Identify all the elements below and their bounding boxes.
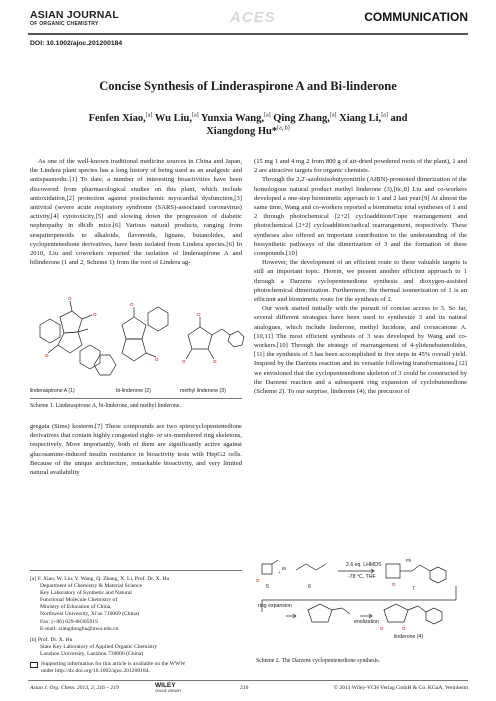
author-line-2: Xiangdong Hu*[a, b] xyxy=(206,125,290,137)
article-title: Concise Synthesis of Linderaspirone A and Bi-linderone xyxy=(99,79,397,93)
document-icon xyxy=(30,662,38,668)
svg-text:O: O xyxy=(68,296,72,301)
compound-num-7: 7 xyxy=(412,586,415,592)
publisher-logo: WILEY ONLINE LIBRARY xyxy=(155,682,182,693)
left-column-p1 xyxy=(30,157,242,267)
scheme-1 xyxy=(30,295,242,415)
scheme-1-caption: Scheme 1. Linderaspirone A, bi-linderone, and methyl linderone. xyxy=(30,403,181,409)
paragraph: gregata (Sims) kosterm.[7] These compounds are two spirocyclopentenedione derivatives that contain highly congested eight- or six-membered ring skeletons, respectively. More importantly, both of them are significantly active against glucosamine-induced insulin resistance in bioactivity tests with HepG2 cells. Because of the unique architecture, remarkable bioactivity, and very limited natural availability xyxy=(30,423,242,477)
society-logo: ACES xyxy=(230,9,276,26)
svg-text:O: O xyxy=(182,359,186,364)
scheme-2-caption: Scheme 2. The Darzens cyclopentenedione synthesis. xyxy=(256,658,381,664)
svg-text:O: O xyxy=(130,302,134,307)
scheme-rule xyxy=(30,398,242,399)
paragraph: As one of the well-known traditional medicine sources in China and Japan, the Lindera plant species has a long history of being used as an analgesic and antispasmodic.[1] To date, a number of interesting bioactivities have been discovered from pharmacological studies on this plant, which include antioxidation,[2] protection against postischemic myocardial dysfunction,[3] antiviral (severe acute respiratory syndrome (SARS)-associated coronavirus) activity,[4] cytotoxicity,[5] and slowing down the progression of diabetic nephropathy in db/db mice.[6] Various natural products, ranging from sesquiterpenoids to alkaloids, flavonoids, lignans, butanolides, and cyclopentenedione derivatives, have been isolated from Lindera species.[6] In 2010, Liu and coworkers reported the isolation of linderaspirone A and bilinderone (1 and 2, Scheme 1) from the root of Lindera ag- xyxy=(30,158,242,267)
author-list xyxy=(30,112,466,138)
svg-text:+: + xyxy=(278,570,281,575)
reagent-1: 2.6 eq. LHMDS xyxy=(346,562,382,568)
compound-num-5: 5 xyxy=(266,584,269,590)
paragraph: However, the development of an efficient route to these valuable targets is still an important topic. Herein, we present another efficient approach to 1 through a Darzens cyclopentenedione synthesis and dioxygen-assisted photochemical dimerization. Furthermore, the thermal isomerization of 1 is an efficient and biomimetic route for the synthesis of 2. xyxy=(254,259,467,304)
journal-name: ASIAN JOURNAL xyxy=(30,9,119,21)
svg-text:Br: Br xyxy=(282,566,287,571)
svg-text:O: O xyxy=(93,312,97,317)
product-label: linderone (4) xyxy=(394,634,424,640)
svg-text:O: O xyxy=(256,578,260,583)
svg-text:O: O xyxy=(213,359,217,364)
svg-text:O: O xyxy=(197,312,201,317)
section-label: COMMUNICATION xyxy=(364,10,468,24)
paragraph: Our work started initially with the pursuit of concise access to 3. So far, several different strategies have been used to synthesize 3 and its natural analogues, which include linderone, methyl lucidone, and coruscanone A.[10,11] The most efficient synthesis of 3 was developed by Wang and co-workers.[10] Through the strategy of rearrangement of 4-ylidenebutenolides,[11] the synthesis of 3 has been accomplished in five steps in 45% overall yield. Inspired by the Darzens reaction and its versatile following transformations,[12] we envisioned that the cyclopentenedione skeleton of 3 could be constructed by the Darzens reaction and a subsequent ring expansion of cyclobutenedione (Scheme 2). To our surprise, linderone (4), the precursor of xyxy=(254,305,467,396)
copyright: © 2013 Wiley-VCH Verlag GmbH & Co. KGaA, Weinheim xyxy=(333,685,468,691)
scheme-1-structures xyxy=(30,295,242,387)
paragraph: (15 mg 1 and 4 mg 2 from 800 g of air-dried powdered roots of the plant), 1 and 2 are attractive targets for organic chemists. xyxy=(254,158,467,175)
compound-num-6: 6 xyxy=(308,584,311,590)
right-column xyxy=(254,157,467,396)
svg-text:O: O xyxy=(392,582,396,587)
step-enolization: enolization xyxy=(354,619,379,625)
journal-logo xyxy=(30,10,119,27)
journal-subname: OF ORGANIC CHEMISTRY xyxy=(30,20,99,27)
svg-text:O: O xyxy=(45,353,49,358)
svg-text:O: O xyxy=(402,626,406,631)
svg-text:Ph: Ph xyxy=(406,558,412,563)
compound-label-3: methyl linderone (3) xyxy=(180,388,226,394)
header-rule xyxy=(28,33,468,35)
supporting-info[interactable]: Supporting information for this article is available on the WWW under http://dx.doi.org/10.1002/ajoc.201200184. xyxy=(30,661,242,675)
email-link[interactable]: E-mail: xiangdonghu@nwu.edu.cn xyxy=(40,625,119,632)
affiliation-a: [a] F. Xiao, W. Liu, Y. Wang, Q. Zhang, X. Li, Prof. Dr. X. Hu Department of Chemistry & Material Science Key Laboratory of Synthetic and Natural Functional Molecule Chemistry of Ministry of Education of China, Northwest University, Xi'an 710069 (China) Fax: (+86) 029-88305919 E-mail: xiangdonghu@nwu.edu.cn xyxy=(30,576,242,633)
footnote-rule xyxy=(30,570,242,571)
svg-text:O: O xyxy=(155,357,159,362)
svg-text:O: O xyxy=(380,626,384,631)
footer-rule xyxy=(28,680,468,681)
citation: Asian J. Org. Chem. 2013, 2, 216 – 219 xyxy=(30,685,119,691)
page-number: 216 xyxy=(240,685,249,691)
step-ring-expansion: ring expansion xyxy=(258,603,292,609)
author-line-1: Fenfen Xiao,[a] Wu Liu,[a] Yunxia Wang,[a] Qing Zhang,[a] Xiang Li,[a] and xyxy=(88,112,408,124)
affiliation-b: [b] Prof. Dr. X. Hu State Key Laboratory of Applied Organic Chemistry Lanzhou University, Lanzhou 730000 (China) xyxy=(30,637,158,658)
compound-label-1: linderaspirone A (1) xyxy=(30,388,75,394)
left-column-p2 xyxy=(30,422,242,477)
scheme-2 xyxy=(256,560,468,670)
compound-label-2: bi-linderone (2) xyxy=(116,388,151,394)
doi[interactable]: DOI: 10.1002/ajoc.201200184 xyxy=(30,40,123,47)
reagent-2: -78 °C, THF xyxy=(348,574,376,580)
paragraph: Through the 2,2'-azobisisobutyronitrile (AIBN)-promoted dimerization of the homologous natural product methyl linderone (3),[6c,8] Liu and co-workers developed a one-step biomimetic approach to 1 and 2 last year.[9] At almost the same time, Wang and co-workers reported a biomimetic total syntheses of 1 and 2 through photochemical [2+2] cycloaddition/Cope rearrangement and photochemical [2+2] cycloaddition/radical rearrangement, respectively. These syntheses also offered an important contribution to the understanding of the biosynthetic pathways of the dimerization of 3 and the formation of these compounds.[10] xyxy=(254,176,467,258)
